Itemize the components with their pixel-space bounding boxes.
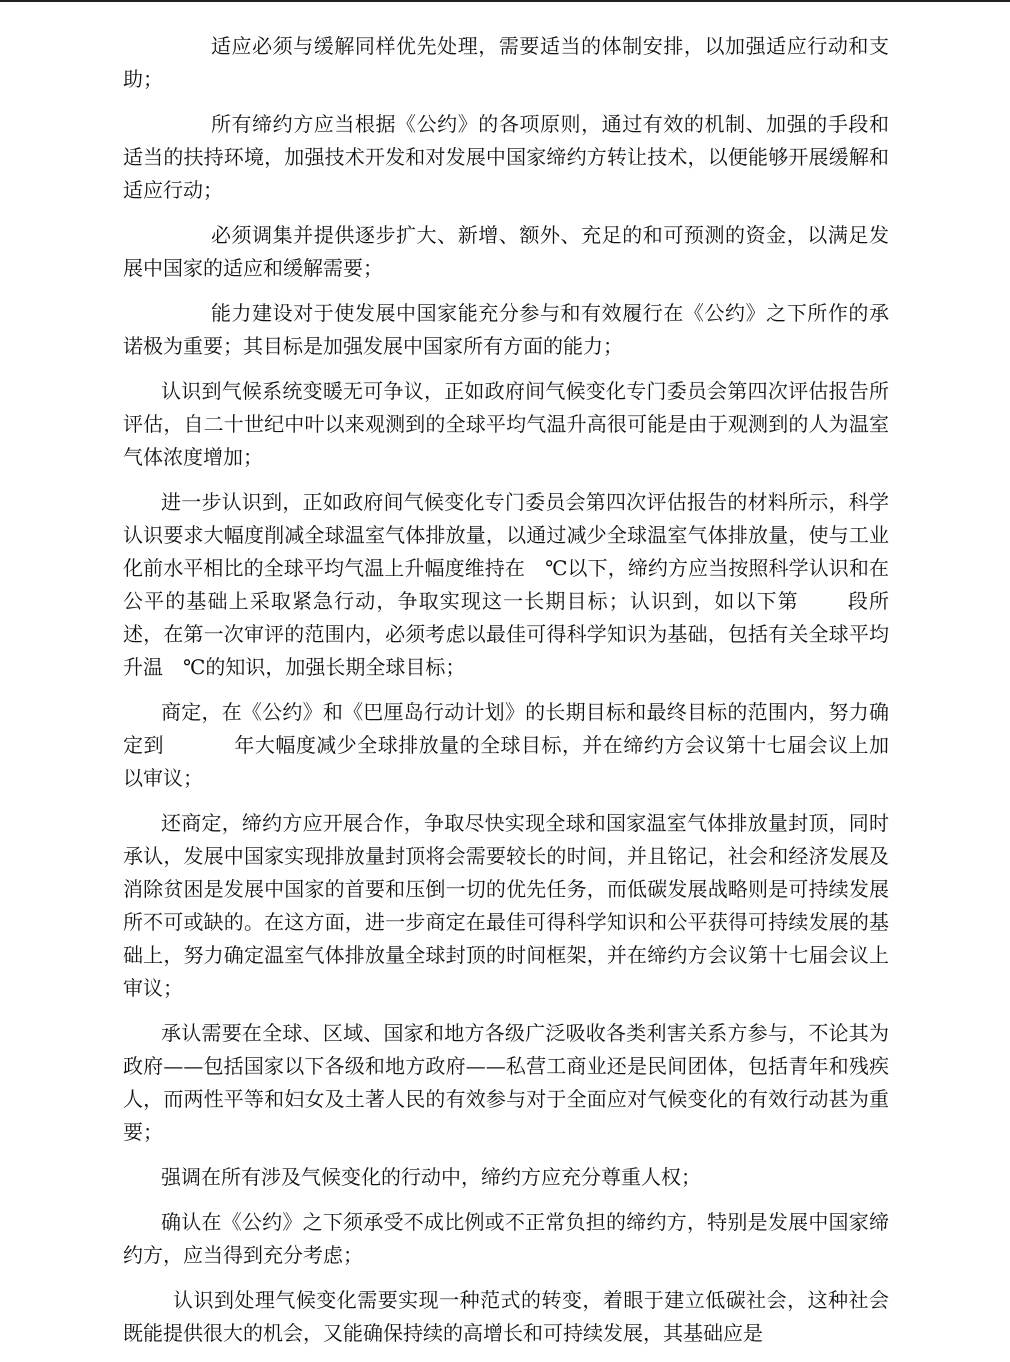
paragraph-lead: 强调	[161, 1165, 201, 1189]
paragraph-text: 需要在全球、区域、国家和地方各级广泛吸收各类利害关系方参与，不论其为政府——包括国家以下各级和地方政府——私营工商业还是民间团体，包括青年和残疾人，而两性平等和妇女及土著人民的有效参与对于全面应对气候变化的有效行动甚为重要；	[123, 1021, 890, 1144]
paragraph-lead: 进一步商定	[364, 910, 466, 934]
paragraph-text: 处理气候变化需要实现一种范式的转变，着眼于建立低碳社会，这种社会既能提供很大的机会，又能确保持续的高增长和可持续发展，其基础应是	[123, 1288, 890, 1345]
paragraph-lead: 还商定	[161, 811, 222, 835]
paragraph-lead: 认识到	[628, 589, 694, 613]
paragraph-adaptation-priority	[123, 30, 889, 96]
paragraph-text: 能力建设对于使发展中国家能充分参与和有效履行在《公约》之下所作的承诺极为重要；其目标是加强发展中国家所有方面的能力；	[123, 301, 889, 358]
paragraph-recognizing-warming	[123, 375, 889, 474]
paragraph-text: 在《公约》之下须承受不成比例或不正常负担的缔约方，特别是发展中国家缔约方，应当得到充分考虑；	[123, 1210, 890, 1267]
paragraph-technology-transfer	[123, 108, 889, 207]
paragraph-capacity-building	[123, 297, 889, 363]
paragraph-text: ℃的知识，加强长期全球目标；	[183, 655, 466, 679]
paragraph-affected-parties	[123, 1206, 889, 1272]
paragraph-text: ℃以下，缔约方应当按照科学认识和在公平的基础上采取紧急行动，争取实现这一长期目标；	[123, 556, 890, 613]
paragraph-lead: 商定	[161, 700, 202, 724]
paragraph-text: 段所述，在第一次审评的范围内，必须考虑以最佳可得科学知识为基础，包括有关全球平均升温	[123, 589, 890, 679]
paragraph-lead: 确认	[161, 1210, 202, 1234]
paragraph-text: 必须调集并提供逐步扩大、新增、额外、充足的和可预测的资金，以满足发展中国家的适应和缓解需要；	[123, 223, 889, 280]
paragraph-text: 所有缔约方应当根据《公约》的各项原则，通过有效的机制、加强的手段和适当的扶持环境，加强技术开发和对发展中国家缔约方转让技术，以便能够开展缓解和适应行动；	[123, 112, 889, 202]
top-rule	[0, 0, 1010, 2]
paragraph-lead: 认识到	[161, 379, 222, 403]
paragraph-text: 年大幅度减少全球排放量的全球目标，并在缔约方会议第十七届会议上加以审议；	[123, 733, 890, 790]
paragraph-agreeing-goal	[123, 696, 889, 795]
paragraph-further-recognizing	[123, 486, 889, 684]
paragraph-text: 在所有涉及气候变化的行动中，缔约方应充分尊重人权；	[201, 1165, 701, 1189]
paragraph-text: 正如政府间气候变化专门委员会第四次评估报告的材料所示，科学认识要求大幅度削减全球温室气体排放量，以通过减少全球温室气体排放量，使与工业化前水平相比的全球平均气温上升幅度维持在	[123, 490, 890, 580]
paragraph-stakeholders	[123, 1017, 889, 1149]
paragraph-text: ，缔约方应开展合作，争取尽快实现全球和国家温室气体排放量封顶，同时承认，发展中国家实现排放量封顶将会需要较长的时间，并且铭记，社会和经济发展及消除贫困是发展中国家的首要和压倒一切的优先任务，而低碳发展战略则是可持续发展所不可或缺的。在这方面，	[123, 811, 890, 934]
paragraph-finance	[123, 219, 889, 285]
paragraph-human-rights	[123, 1161, 889, 1194]
paragraph-also-agreeing	[123, 807, 889, 1005]
document-page	[123, 30, 889, 1362]
paragraph-lead: 认识到	[173, 1288, 235, 1312]
paragraph-text: ，如以下第	[693, 589, 799, 613]
paragraph-text: 气候系统变暖无可争议，正如政府间气候变化专门委员会第四次评估报告所评估，自二十世纪中叶以来观测到的全球平均气温升高很可能是由于观测到的人为温室气体浓度增加；	[123, 379, 890, 469]
paragraph-lead: 进一步认识到，	[161, 490, 303, 514]
paragraph-text: 适应必须与缓解同样优先处理，需要适当的体制安排，以加强适应行动和支助；	[123, 34, 889, 91]
paragraph-text: 在最佳可得科学知识和公平获得可持续发展的基础上，努力确定温室气体排放量全球封顶的时间框架，并在缔约方会议第十七届会议上审议；	[123, 910, 890, 1000]
paragraph-lead: 承认	[161, 1021, 202, 1045]
paragraph-paradigm-shift	[123, 1284, 889, 1350]
paragraph-text: ，在《公约》和《巴厘岛行动计划》的长期目标和最终目标的范围内，努力确定到	[123, 700, 890, 757]
